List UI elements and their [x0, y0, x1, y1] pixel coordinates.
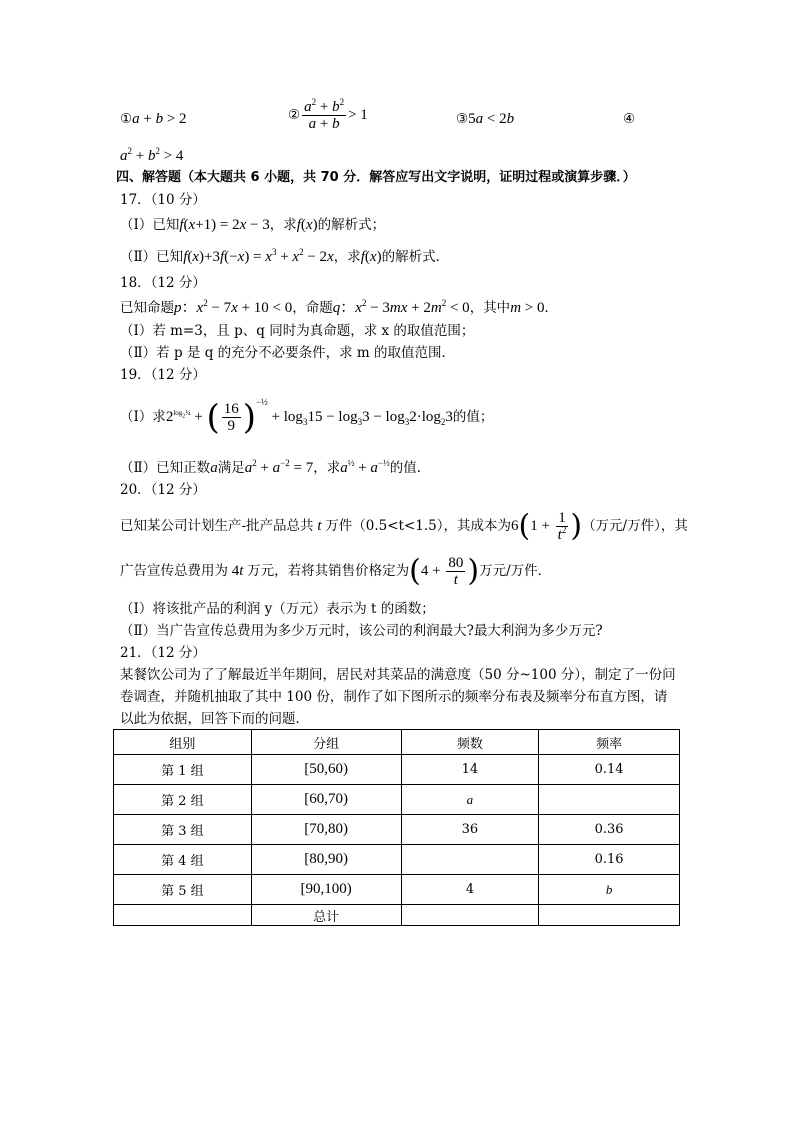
cell-frequency [539, 785, 680, 815]
q21-text-2: 卷调查，并随机抽取了其中 100 份，制作了如下图所示的频率分布表及频率分布直方图，请 [120, 689, 668, 705]
q17-part2: （Ⅱ）已知$f(x)+3f(-x) = x^3 + x^2 - 2x$，求f(x)的解析式． [120, 247, 450, 265]
q20-number: 20．（12 分） [120, 482, 206, 498]
cell-interval: [90,100) [251, 875, 401, 905]
option-2: ② $\frac{a^2 + b^2}{a + b}$ > 1 [288, 97, 368, 132]
option-4-expression: $a^2 + b^2 > 4$ [120, 146, 184, 164]
cell-interval: [60,70) [251, 785, 401, 815]
q19-part1: （Ⅰ）求$2^{log_2\frac{1}{4}}$ + ( $\frac{16}{9}$ )$^{-\frac{1}{2}} + \log_315 - \log_33 - \log_32\cdot\log_23$的值； [120, 397, 494, 438]
header-group: 组别 [114, 730, 252, 755]
cell-frequency: 0.14 [539, 755, 680, 785]
q19-number: 19．（12 分） [120, 367, 206, 383]
option-3: ③5a < 2b [456, 111, 515, 127]
q20-line1: 已知某公司计划生产-批产品总共 t 万件（0.5<t<1.5），其成本为6(1 + $\frac{1}{t^2}$ )（万元/万件），其 [120, 508, 688, 544]
cell-interval: [50,60) [251, 755, 401, 785]
cell-count [401, 845, 539, 875]
cell-group: 第 4 组 [114, 845, 252, 875]
q20-part1: （Ⅰ）将该批产品的利润 y（万元）表示为 t 的函数； [120, 601, 435, 617]
cell-frequency: 0.36 [539, 815, 680, 845]
q21-text-3: 以此为依据，回答下而的问题． [120, 711, 309, 727]
option-4: ④ [623, 111, 636, 127]
cell-count: a [401, 785, 539, 815]
cell-empty [539, 905, 680, 926]
table-header-row [114, 730, 680, 755]
section-heading: 四、解答题（本大题共 6 小题，共 70 分．解答应写出文字说明，证明过程或演算步骤．） [116, 170, 636, 185]
table-row [114, 755, 680, 785]
header-interval: 分组 [251, 730, 401, 755]
cell-group: 第 5 组 [114, 875, 252, 905]
cell-frequency: b [539, 875, 680, 905]
cell-empty [114, 905, 252, 926]
q21-number: 21．（12 分） [120, 645, 206, 661]
cell-empty [401, 905, 539, 926]
cell-count: 14 [401, 755, 539, 785]
header-count: 频数 [401, 730, 539, 755]
q17-part1: （Ⅰ）已知f(x+1) = 2x − 3，求f(x)的解析式； [120, 217, 386, 233]
q17-number: 17．（10 分） [120, 192, 206, 208]
option-1: ①a + b > 2 [120, 111, 187, 127]
table-row [114, 845, 680, 875]
cell-group: 第 2 组 [114, 785, 252, 815]
cell-frequency: 0.16 [539, 845, 680, 875]
cell-group: 第 3 组 [114, 815, 252, 845]
q18-statement: 已知命题p：$x^2 - 7x + 10 < 0$，命题q：$x^2 - 3mx + 2m^2 < 0$，其中m > 0． [120, 298, 558, 316]
cell-interval: [80,90) [251, 845, 401, 875]
cell-count: 36 [401, 815, 539, 845]
table-row [114, 785, 680, 815]
frequency-table [113, 729, 680, 926]
table-row [114, 875, 680, 905]
header-frequency: 频率 [539, 730, 680, 755]
cell-group: 第 1 组 [114, 755, 252, 785]
q20-part2: （Ⅱ）当广告宣传总费用为多少万元时，该公司的利润最大?最大利润为多少万元? [120, 623, 603, 639]
cell-total-label: 总计 [251, 905, 401, 926]
table-total-row [114, 905, 680, 926]
cell-interval: [70,80) [251, 815, 401, 845]
cell-count: 4 [401, 875, 539, 905]
q18-number: 18．（12 分） [120, 275, 206, 291]
option-row [120, 110, 187, 128]
q18-part2: （Ⅱ）若 p 是 q 的充分不必要条件，求 m 的取值范围． [120, 345, 456, 361]
table-row [114, 815, 680, 845]
q21-text-1: 某餐饮公司为了了解最近半年期间，居民对其菜品的满意度（50 分~100 分），制定了一份问 [120, 667, 676, 683]
q19-part2: （Ⅱ）已知正数a满足$a^2 + a^{-2} = 7$，求$a^{\frac{1}{2}} + a^{-\frac{1}{2}}$的值． [120, 458, 431, 476]
q20-line2: 广告宣传总费用为 4t 万元，若将其销售价格定为(4 + $\frac{80}{t}$ )万元/万件． [120, 553, 552, 589]
q18-part1: （Ⅰ）若 m=3，且 p、q 同时为真命题，求 x 的取值范围； [120, 323, 475, 339]
